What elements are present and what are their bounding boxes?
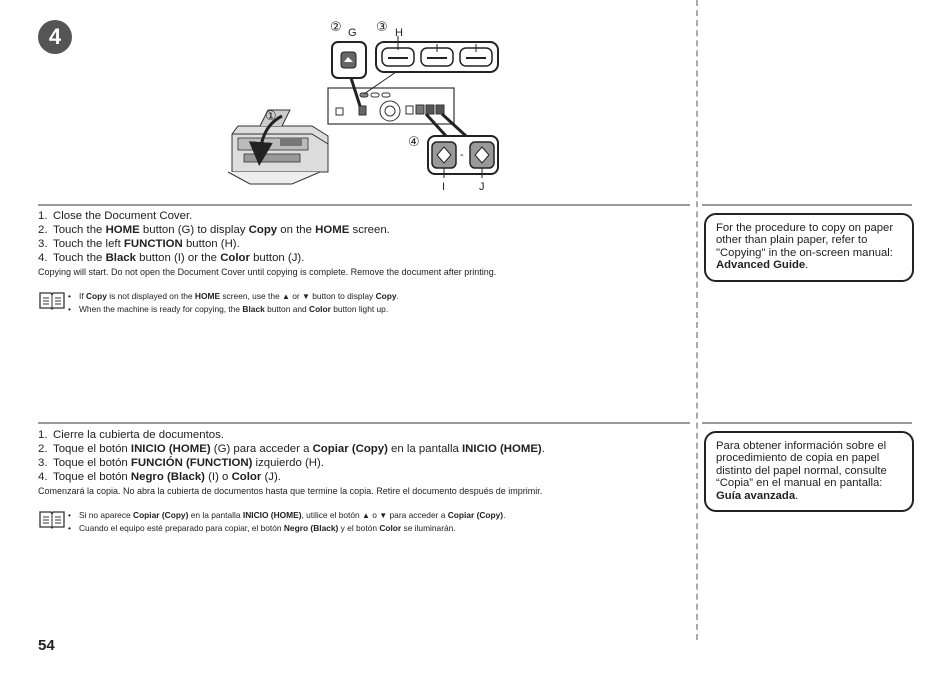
english-steps — [38, 209, 390, 265]
callout-1: ① — [265, 108, 277, 123]
callout-3: ③ — [376, 19, 388, 34]
label-i: I — [442, 181, 446, 193]
operation-panel — [328, 88, 454, 124]
book-hint-icon — [38, 509, 66, 529]
down-arrow-icon: ▼ — [379, 511, 388, 520]
hint-item: • Cuando el equipo esté preparado para copiar, el botón Negro (Black) y el botón Color se iluminarán. — [68, 523, 456, 533]
spanish-steps — [38, 428, 545, 484]
hint-item: • Si no aparece Copiar (Copy) en la pantalla INICIO (HOME), utilice el botón ▲ o ▼ para acceder a Copiar (Copy). — [68, 510, 506, 520]
printer-operation-illustration — [220, 14, 520, 194]
hint-item: • When the machine is ready for copying, the Black button and Color button light up. — [68, 304, 389, 314]
down-arrow-icon: ▼ — [302, 292, 310, 301]
section-rule — [38, 204, 690, 206]
spanish-hints — [68, 509, 505, 534]
callout-2: ② — [330, 19, 342, 34]
label-h: H — [395, 27, 403, 39]
section-rule — [38, 422, 690, 424]
up-arrow-icon: ▲ — [281, 292, 290, 301]
copy-start-note: Copying will start. Do not open the Document Cover until copying is complete. Remove the document after printing. — [38, 267, 497, 277]
page-number: 54 — [38, 637, 55, 654]
step-item: 4. Toque el botón Negro (Black) (I) o Color (J). — [38, 471, 281, 483]
step-item: 2. Toque el botón INICIO (HOME) (G) para acceder a Copiar (Copy) en la pantalla INICIO (HOME). — [38, 443, 545, 455]
step-item: 1. Cierre la cubierta de documentos. — [38, 429, 224, 441]
section-rule — [702, 204, 912, 206]
column-divider — [696, 0, 698, 640]
step-item: 3. Toque el botón FUNCIÓN (FUNCTION) izquierdo (H). — [38, 457, 324, 469]
step-item: 2. Touch the HOME button (G) to display Copy on the HOME screen. — [38, 224, 390, 236]
advanced-guide-box: For the procedure to copy on paper other than plain paper, refer to "Copying" in the on-screen manual: Advanced Guide. — [704, 213, 914, 282]
step-item: 1. Close the Document Cover. — [38, 210, 193, 222]
callout-4: ④ — [408, 134, 420, 149]
english-hints — [68, 290, 399, 315]
step-number-badge: 4 — [38, 20, 72, 54]
step-item: 4. Touch the Black button (I) or the Color button (J). — [38, 252, 305, 264]
section-rule — [702, 422, 912, 424]
label-g: G — [348, 27, 357, 39]
label-j: J — [479, 181, 485, 193]
book-hint-icon — [38, 290, 66, 310]
printer-icon — [228, 110, 328, 184]
advanced-guide-box: Para obtener información sobre el procedimiento de copia en papel distinto del papel normal, consulte “Copia” en el manual en pantalla: Guía avanzada. — [704, 431, 914, 512]
up-arrow-icon: ▲ — [362, 511, 370, 520]
copy-start-note: Comenzará la copia. No abra la cubierta de documentos hasta que termine la copia. Retire el documento después de imprimir. — [38, 486, 543, 496]
dash: - — [460, 149, 464, 161]
step-item: 3. Touch the left FUNCTION button (H). — [38, 238, 240, 250]
hint-item: • If Copy is not displayed on the HOME screen, use the ▲ or ▼ button to display Copy. — [68, 291, 399, 301]
